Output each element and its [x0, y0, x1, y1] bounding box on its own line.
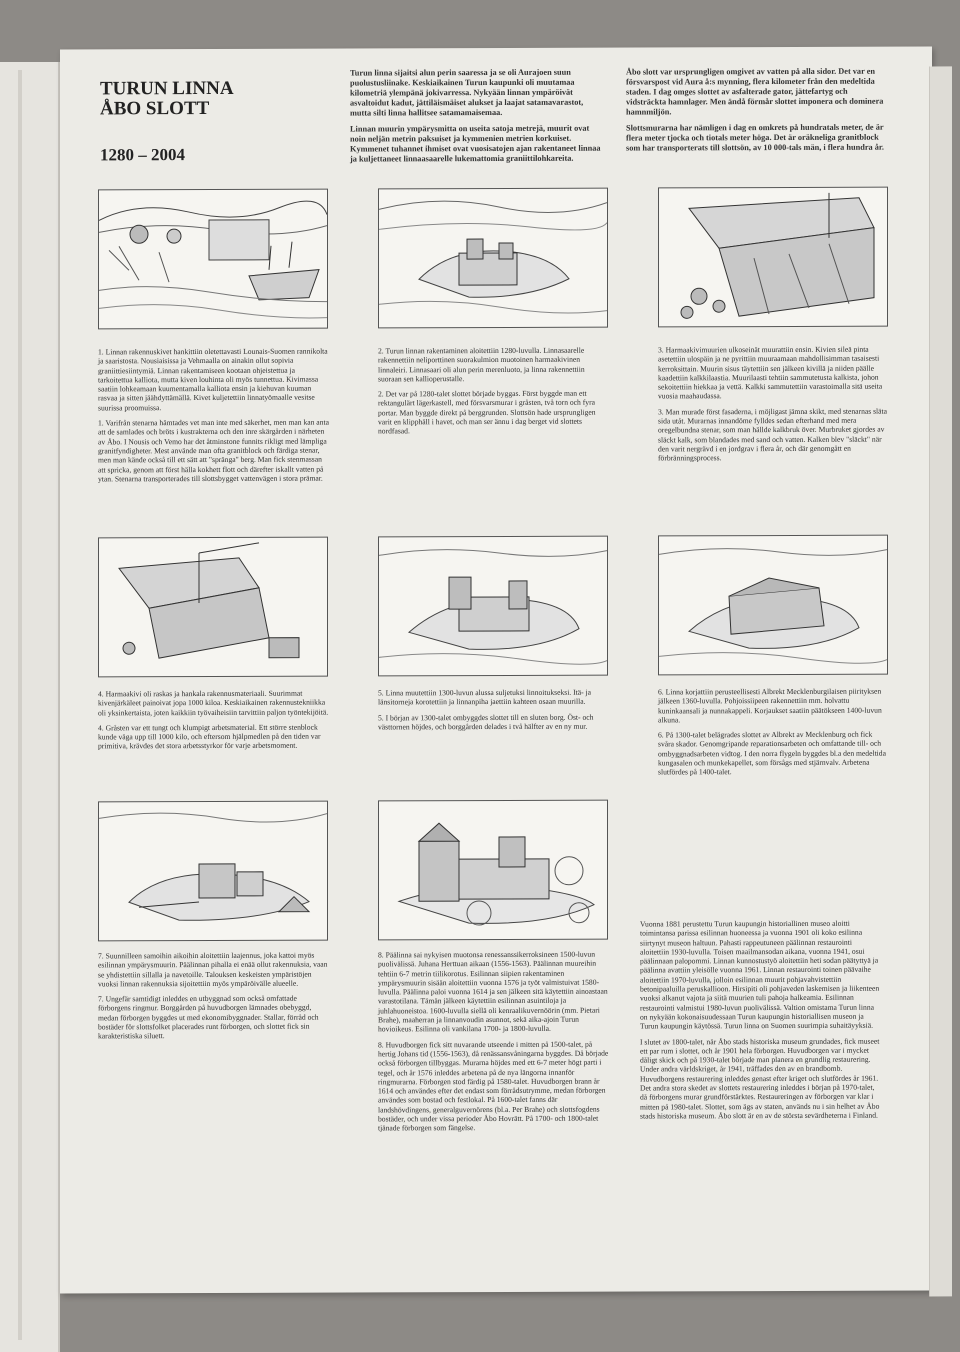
sheet-edge — [929, 66, 952, 1296]
expansion-drawing — [99, 802, 327, 941]
caption-6-fi: 6. Linna korjattiin perusteellisesti Albrekt Mecklenburgilaisen piirityksen jälkeen 1360-luvulla. Pohjoissiipeen rakennettiin mm. holvattu kuninkaansali ja nunnakappeli. Korjaukset saatiin päätökseen 1400-luvun alkuna. — [658, 686, 882, 725]
museum-history-fi: Vuonna 1881 perustettu Turun kaupungin historiallinen museo aloitti toimintansa parissa esilinnan huoneessa ja vuonna 1901 oli koko esilinna siirtynyt museon haltuun. Pahasti rappeutuneen päälinnan restaurointi aloitettiin 1930-luvulla. Toisen maailmansodan aikana, vuonna 1941, osui päälinnaan palopommi. Linnan kunnostustyö aloitettiin heti sodan päätyttyä ja päälinna avattiin yleisölle vuonna 1961. Linnan restaurointi toinen päävaihe aloitettiin 1970-luvulla, jolloin esilinnan muurit pohjavahvistettiin betonipaaluilla peruskallioon. Hirsipiti oli pohjaveden laskemisen ja liikenteen vuoksi alkanut vajota ja siitä muurien tuli pahoja halkeamia. Esilinnan restaurointi valmistui 1980-luvun puolivälissä. Valtion omistama Turun linna on nykyään kokonaisuudessaan Turun kaupungin historiallisen museon ja Turun kaupungin käytössä. Turun linna on Suomen suurimpia suhaitäyyksiä. — [640, 918, 880, 1031]
caption-3 — [658, 345, 890, 469]
illustration-7-expansion — [98, 801, 328, 942]
caption-5-fi: 5. Linna muutettiin 1300-luvun alussa suljetuksi linnoitukseksi. Itä- ja länsitorneja korotettiin ja linnanpiha jaettiin kahteen osaan muurilla. — [378, 687, 592, 707]
caption-7 — [98, 951, 330, 1047]
caption-7-sv: 7. Ungefär samtidigt inleddes en utbyggnad som också omfattade förborgens ringmur. Borggården på huvudborgen lämnades obebyggd, medan förborgen byggdes ut med ekonomibyggnader. Stallar, förråd och bostäder för slottsfolket placerades runt förborgen, och slottet fick sin karakteristiska siluett. — [98, 993, 319, 1041]
caption-5-sv: 5. I början av 1300-talet ombyggdes slottet till en sluten borg. Öst- och västtornen höjdes, och borggården delades i två hälfter av en ny mur. — [378, 712, 594, 732]
caption-3-sv: 3. Man murade först fasaderna, i möjligast jämna skikt, med stenarnas släta sida utåt. Murarnas innandöme fylldes sedan efterhand med mera oregelbundna stenar, som man hällde kalkbruk över. Murbruket gjordes av släckt kalk, som blandades med sand och vatten. Kalken blev "släckt" när den varit nergrävd i en jordgrav i flera år, och där genomgått en förbränningsprocess. — [658, 406, 888, 463]
year-range: 1280 – 2004 — [100, 145, 185, 165]
intro-finnish — [350, 68, 604, 171]
document-header — [100, 79, 340, 166]
museum-history — [640, 919, 880, 1127]
caption-4-fi: 4. Harmaakivi oli raskas ja hankala rakennusmateriaali. Suurimmat kivenjärkäleet painoivat jopa 1000 kiloa. Keskiaikainen rakennustekniikka oli yksinkertaista, joten kaikkiin työvaiheisiin tarvittiin paljon työntekijöitä. — [98, 688, 329, 717]
folder-spine — [18, 70, 22, 1340]
illustration-6-repaired-castle — [658, 535, 888, 676]
caption-2 — [378, 346, 610, 442]
caption-3-fi: 3. Harmaakivimuurien ulkoseinät muurattiin ensin. Kivien sileä pinta asetettiin ulospäin ja ne pyrittiin muuraamaan mahdollisimman tasaisesti kerroksittain. Muurin sisus täytettiin sen jälkeen kivillä ja niiden päälle kaadettiin kalkkilaastia. Muurilaasti tehtiin sammutetusta kalkista, johon sekoitettiin hiekkaa ja vettä. Kalkki sammutettiin varastoimalla sitä useita vuosia maahaudassa. — [658, 344, 883, 401]
renaissance-castle-drawing — [379, 801, 607, 940]
illustration-2-first-castle — [378, 188, 608, 329]
caption-4 — [98, 689, 330, 758]
intro-sv-paragraph-1: Åbo slott var ursprungligen omgivet av vatten på alla sidor. Det var en försvarspost vid Aura å:s mynning, flera kilometer från den medeltida staden. I dag omges slottet av asfalterade gator, jättefartyg och vidsträckta hamnlager. Men ändå förmår slottet imponera och dominera hamnmiljön. — [626, 66, 884, 117]
caption-2-sv: 2. Det var på 1280-talet slottet började byggas. Först byggde man ett rektangulärt lägerkastell, med försvarsmurar i gråsten, två torn och fyra portar. Man byggde direkt på berggrunden. Slottsön hade ursprungligen varit en klipphäll i havet, och man ser ännu i dag berget vid slottets nordfasad. — [378, 388, 596, 436]
masonry-drawing — [659, 188, 887, 327]
intro-swedish — [626, 67, 884, 160]
caption-1-sv: 1. Varifrån stenarna hämtades vet man inte med säkerhet, men man kan anta att de samlades och bröts i kustrakterna och den inre skärgården i närheten av Åbo. I Nousis och Vemo har det åtminstone funnits rikligt med lämpliga granitfyndigheter. Mest använde man ofta granitblock och färdiga stenar, men man kände också till ett sätt att "spränga" berg. Man fick stenmassan att spricka, genom att först hälla kokhett flott och därefter iskallt vatten på ytan. Stenarna transporterades till slottsbygget vattenvägen i stora prämar. — [98, 417, 329, 484]
title-swedish: ÅBO SLOTT — [100, 98, 210, 120]
intro-fi-paragraph-1: Turun linna sijaitsi alun perin saaressa ja se oli Aurajoen suun puolustusliinake. Keskiaikainen Turun kaupunki oli muutamaa kilometriä ylempänä jokivarressa. Nykyään linnan ympäröivät asvaltoidut kadut, jättiläismäiset alukset ja laajat satamavarastot, mutta silti linna hallitsee satamamaisemaa. — [350, 67, 584, 118]
caption-8-fi: 8. Päälinna sai nykyisen muotonsa renessanssikerroksineen 1500-luvun puolivälissä. Juhana Herttuan aikaan (1556-1563). Päälinnan muureihin tehtiin 6-7 metrin tiilikorotus. Esilinnan siipien rakentaminen ympärysmuurin sisään aloitettiin vuonna 1576 ja työt valmistuivat 1580-luvulla. Päälinna paloi vuonna 1614 ja sen jälkeen sitä käytettiin ainoastaan varastotilana. Tämän jälkeen käytettiin esilinnan asuintiloja ja juhlahuoneistoa. 1600-luvulla siellä oli kenraalikuvernöörin (mm. Pietari Brahe), maaherran ja linnanvoudin asunnot, sekä aika-ajoin Turun hovioikeus. Esilinna oli vankilana 1700- ja 1800-luvulla. — [378, 949, 608, 1034]
intro-fi-paragraph-2: Linnan muurin ympärysmitta on useita satoja metrejä, muurit ovat noin neljän metrin paksuiset ja kymmenien metrien korkuiset. Kymmenet tuhannet ihmiset ovat vuosisatojen ajan rakentaneet linnaa ja kuljettaneet linnaasaarelle lukemattomia graniittilohkareita. — [350, 123, 601, 164]
caption-8 — [378, 950, 610, 1139]
repaired-castle-drawing — [659, 536, 887, 675]
illustration-4-construction — [98, 537, 328, 678]
caption-7-fi: 7. Suunnilleen samoihin aikoihin aloitettiin laajennus, joka kattoi myös esilinnan ympärysmuurin. Päälinnan pihalla ei enää ollut rakennuksia, vaan se yhdistettiin sillalla ja navetoille. Talouksen keskeisten ympäristöjen vuoksi linnan rakennuksia sijoitettiin myös ympäröivälle alueelle. — [98, 950, 328, 989]
caption-6-sv: 6. På 1300-talet belägrades slottet av Albrekt av Mecklenburg och fick svåra skador. Genomgripande reparationsarbeten och omfattande till- och ombyggnadsarbeten vidtog. I den norra flygeln byggdes bl.a den medeltida kungasalen och munkekapellet, som försågs med stjärnvalv. Arbetena slutfördes på 1400-talet. — [658, 729, 886, 777]
museum-history-sv: I slutet av 1800-talet, när Åbo stads historiska museum grundades, fick museet ett par rum i slottet, och år 1901 hela förborgen. Huvudborgen var i mycket dåligt skick och på 1930-talet började man planera en grundlig restaurering. Under andra världskriget, år 1941, träffades den av en brandbomb. Huvudborgens restaurering inleddes genast efter kriget och slutfördes år 1961. Det andra stora skedet av slottets restaurering inleddes i början på 1970-talet, då förborgens murar grundförstärktes. Restaureringen av förborgen var klar i mitten på 1980-talet. Slottet, som ägs av staten, används nu i sin helhet av Åbo stads historiska museum. Åbo slott är en av de största sevärdheterna i Finland. — [640, 1036, 880, 1121]
title-finnish: TURUN LINNA — [100, 77, 234, 100]
caption-6 — [658, 687, 890, 783]
caption-8-sv: 8. Huvudborgen fick sitt nuvarande utseende i mitten på 1500-talet, på hertig Johans tid (1556-1563), då renässansvåningarna byggdes. Då började också förborgen tillbyggas. Murarna höjdes med ett 6-7 meter högt parti i tegel, och år 1576 inleddes arbetena på de nya längorna innanför ringmurarna. Förborgen stod färdig på 1580-talet. Huvudborgen brann år 1614 och användes efter det endast som förrådsutrymme, medan förborgen användes som bostad och festlokal. På 1600-talet fanns där landshövdingens, generalguvernörens (bl.a. Per Brahe) och slottsfogdens bostäder, och under vissa perioder Åbo Hovrätt. På 1700- och 1800-talet tjänade förborgen som fängelse. — [378, 1039, 609, 1133]
construction-site-drawing — [99, 538, 327, 677]
illustration-5-closed-castle — [378, 536, 608, 677]
illustration-3-masonry — [658, 187, 888, 328]
caption-1 — [98, 347, 330, 490]
caption-5 — [378, 688, 610, 738]
illustration-1-quarry — [98, 189, 328, 330]
closed-castle-drawing — [379, 537, 607, 676]
document-sheet — [60, 46, 932, 1293]
folder-cover-left — [0, 62, 60, 1352]
caption-2-fi: 2. Turun linnan rakentaminen aloitettiin 1280-luvulla. Linnasaarelle rakennettiin neliporttinen suorakulmion muotoinen harmaakivinen linnaleiri. Linnasaari oli alun perin merenluoto, ja linna rakennettiin suoraan sen kallioperustalle. — [378, 345, 585, 384]
illustration-8-renaissance-castle — [378, 800, 608, 941]
caption-1-fi: 1. Linnan rakennuskivet hankittiin oletettavasti Lounais-Suomen rannikolta ja saaristosta. Nousiaisissa ja Vehmaalla on ainakin ollut sopivia graniittiesiintymiä. Linnan rakentamiseen kootaan ohjeistettua ja tarkoitettua kalliota, mutta kiven louhinta oli myös tunnettua. Kivimassa saatiin lohkeamaan kuumentamalla kalliota ensin ja kiehuvan kuuman rasvaa ja sitten jäähdyttämällä. Kivet kuljetettiin linnatyömaalle vesitse suurissa proomuissa. — [98, 346, 328, 413]
quarry-boat-drawing — [99, 190, 327, 329]
first-castle-drawing — [379, 189, 607, 328]
intro-sv-paragraph-2: Slottsmurarna har nämligen i dag en omkrets på hundratals meter, de är flera meter tjocka och tiotals meter höga. Det är oräkneliga granitblock som har transporterats till slottsön, av 10 000-tals män, i flera hundra år. — [626, 122, 884, 153]
caption-4-sv: 4. Gråsten var ett tungt och klumpigt arbetsmaterial. Ett större stenblock kunde väga upp till 1000 kilo, och eftersom hjälpmedlen på den tiden var primitiva, krävdes det stora arbetsstyrkor för varje arbetsmoment. — [98, 722, 321, 751]
